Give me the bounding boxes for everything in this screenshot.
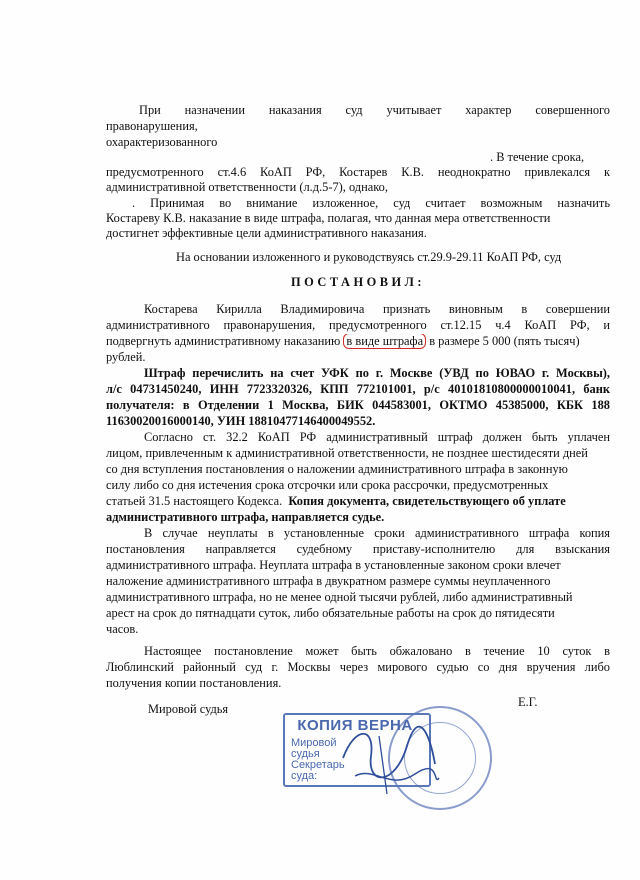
text-line-9: достигнет эффективные цели административного наказания. <box>106 226 427 240</box>
ruling-line-3 <box>106 334 610 349</box>
payment-line-2: л/с 04731450240, ИНН 7723320326, КПП 772101001, р/с 40101810800000010041, банк <box>106 382 610 396</box>
ruling-line-2: административного правонарушения, предусмотренного ст.12.15 ч.4 КоАП РФ, и <box>106 318 610 332</box>
text-line-7: . Принимая во внимание изложенное, суд считает возможным назначить <box>132 196 610 210</box>
payment-line-4: 11630020016000140, УИН 18810477146400049552. <box>106 414 376 428</box>
nonpayment-line-1: В случае неуплаты в установленные сроки административного штрафа копия <box>144 526 610 540</box>
ruling-text-a: подвергнуть административному наказанию <box>106 334 341 348</box>
judge-initials: Е.Г. <box>518 695 538 709</box>
payment-line-1: Штраф перечислить на счет УФК по г. Москве (УВД по ЮВАО г. Москвы), <box>144 366 610 380</box>
text-line-4: . В течение срока, <box>490 150 585 164</box>
text-line-8: Костареву К.В. наказание в виде штрафа, полагая, что данная мера ответственности <box>106 211 551 225</box>
appeal-line-3: получения копии постановления. <box>106 676 282 690</box>
deadline-line-6: административного штрафа, направляется судье. <box>106 510 385 524</box>
handwritten-signature <box>335 716 445 802</box>
ruling-line-4: рублей. <box>106 350 146 364</box>
text-line-3: охарактеризованного <box>106 135 218 149</box>
deadline-line-3: со дня вступления постановления о наложении административного штрафа в законную <box>106 462 568 476</box>
stamp-title: КОПИЯ ВЕРНА <box>297 717 413 734</box>
nonpayment-line-3: административного штрафа. Неуплата штрафа в установленные законом сроки влечет <box>106 558 561 572</box>
copy-note-a: Копия документа, свидетельствующего об уплате <box>288 494 566 508</box>
stamp-line-1: Мировой <box>291 737 337 749</box>
appeal-line-1b: Настоящее постановление может быть обжаловано в течение 10 суток в <box>144 644 610 658</box>
ruling-line-1: Костарева Кирилла Владимировича признать виновным в совершении <box>144 302 610 316</box>
deadline-line-2: лицом, привлеченным к административной ответственности, не позднее шестидесяти дней <box>106 446 588 460</box>
legal-basis-line: На основании изложенного и руководствуясь ст.29.9-29.11 КоАП РФ, суд <box>176 250 562 264</box>
nonpayment-line-5: административного штрафа, но не менее одной тысячи рублей, либо административный <box>106 590 573 604</box>
nonpayment-line-2: постановления направляется судебному приставу-исполнителю для взыскания <box>106 542 610 556</box>
decision-heading: ПОСТАНОВИЛ: <box>290 275 425 289</box>
judge-title: Мировой судья <box>148 702 229 716</box>
deadline-line-1: Согласно ст. 32.2 КоАП РФ административный штраф должен быть уплачен <box>144 430 610 444</box>
text-line-1: При назначении наказания суд учитывает характер совершенного <box>139 103 610 117</box>
deadline-text: статьей 31.5 настоящего Кодекса. <box>106 494 283 508</box>
stamp-line-4: суда: <box>291 770 318 782</box>
text-line-6: административной ответственности (л.д.5-7), однако, <box>106 180 388 194</box>
deadline-line-5 <box>106 494 610 509</box>
fine-highlight: в виде штрафа <box>343 334 426 349</box>
ruling-text-b: в размере 5 000 (пять тысяч) <box>429 334 580 348</box>
text-line-2: правонарушения, <box>106 119 198 133</box>
payment-line-3: получателя: в Отделении 1 Москва, БИК 044583001, ОКТМО 45385000, КБК 188 <box>106 398 610 412</box>
nonpayment-line-6: арест на срок до пятнадцати суток, либо обязательные работы на срок до пятидесяти <box>106 606 555 620</box>
stamp-line-2: судья <box>291 748 320 760</box>
stamp-line-3: Секретарь <box>291 759 345 771</box>
nonpayment-line-7: часов. <box>106 622 139 636</box>
deadline-line-4: силу либо со дня истечения срока отсрочки или срока рассрочки, предусмотренных <box>106 478 549 492</box>
appeal-line-2: Люблинский районный суд г. Москвы через мирового судью со дня вручения либо <box>106 660 610 674</box>
text-line-5: предусмотренного ст.4.6 КоАП РФ, Костарев К.В. неоднократно привлекался к <box>106 165 610 179</box>
nonpayment-line-4: наложение административного штрафа в двукратном размере суммы неуплаченного <box>106 574 551 588</box>
